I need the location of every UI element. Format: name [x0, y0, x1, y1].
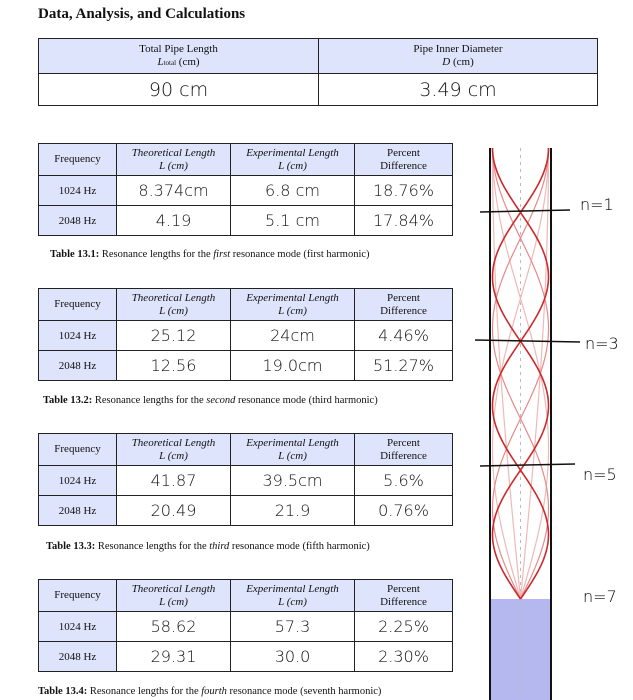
- total-length-header: Total Pipe Length Ltotal (cm): [39, 39, 319, 74]
- water-column: [490, 599, 551, 700]
- frequency-cell: 2048 Hz: [39, 206, 117, 236]
- inner-diameter-header: Pipe Inner Diameter D (cm): [319, 39, 598, 74]
- percent-cell: 18.76%: [355, 176, 453, 206]
- standing-wave-n1-lower: [493, 148, 521, 599]
- percent-header: Percent Difference: [355, 434, 453, 466]
- experimental-cell: 21.9: [231, 496, 355, 526]
- node-marker-n5: [480, 464, 575, 466]
- table-row: [39, 466, 453, 496]
- frequency-cell: 2048 Hz: [39, 351, 117, 381]
- experimental-cell: 24cm: [231, 321, 355, 351]
- inner-diameter-value: 3.49 cm: [319, 74, 598, 106]
- table-row: [39, 351, 453, 381]
- standing-wave-n1-upper: [521, 148, 549, 599]
- frequency-cell: 1024 Hz: [39, 612, 117, 642]
- percent-cell: 51.27%: [355, 351, 453, 381]
- experimental-header: Experimental Length L (cm): [231, 434, 355, 466]
- resonance-table-2: [38, 288, 453, 381]
- experimental-cell: 6.8 cm: [231, 176, 355, 206]
- experimental-cell: 39.5cm: [231, 466, 355, 496]
- percent-header: Percent Difference: [355, 144, 453, 176]
- theoretical-cell: 4.19: [117, 206, 231, 236]
- theoretical-header: Theoretical Length L (cm): [117, 434, 231, 466]
- theoretical-cell: 8.374cm: [117, 176, 231, 206]
- label-n3: n=3: [585, 334, 619, 353]
- resonance-table-4: [38, 579, 453, 672]
- table-row: [39, 642, 453, 672]
- table-caption: Table 13.2: Resonance lengths for the second resonance mode (third harmonic): [43, 395, 378, 406]
- experimental-cell: 5.1 cm: [231, 206, 355, 236]
- resonance-table-1: [38, 143, 453, 236]
- label-n5: n=5: [583, 465, 617, 484]
- table-row: [39, 321, 453, 351]
- experimental-header: Experimental Length L (cm): [231, 144, 355, 176]
- frequency-cell: 1024 Hz: [39, 176, 117, 206]
- experimental-cell: 57.3: [231, 612, 355, 642]
- label-n1: n=1: [580, 195, 614, 214]
- percent-cell: 2.30%: [355, 642, 453, 672]
- table-caption: Table 13.3: Resonance lengths for the third resonance mode (fifth harmonic): [46, 541, 370, 552]
- theoretical-cell: 58.62: [117, 612, 231, 642]
- table-row: [39, 176, 453, 206]
- frequency-header: Frequency: [39, 580, 117, 612]
- theoretical-cell: 41.87: [117, 466, 231, 496]
- frequency-header: Frequency: [39, 434, 117, 466]
- theoretical-header: Theoretical Length L (cm): [117, 580, 231, 612]
- pipe-summary-table: [38, 38, 598, 106]
- page-title: Data, Analysis, and Calculations: [38, 6, 246, 22]
- theoretical-cell: 29.31: [117, 642, 231, 672]
- theoretical-cell: 12.56: [117, 351, 231, 381]
- percent-cell: 4.46%: [355, 321, 453, 351]
- percent-cell: 2.25%: [355, 612, 453, 642]
- theoretical-cell: 25.12: [117, 321, 231, 351]
- label-n7: n=7: [583, 587, 617, 606]
- frequency-cell: 1024 Hz: [39, 466, 117, 496]
- frequency-header: Frequency: [39, 289, 117, 321]
- theoretical-header: Theoretical Length L (cm): [117, 289, 231, 321]
- table-caption: Table 13.4: Resonance lengths for the fourth resonance mode (seventh harmonic): [38, 686, 382, 697]
- resonance-pipe-diagram: [440, 140, 630, 700]
- table-row: [39, 612, 453, 642]
- experimental-cell: 19.0cm: [231, 351, 355, 381]
- table-row: [39, 206, 453, 236]
- theoretical-header: Theoretical Length L (cm): [117, 144, 231, 176]
- theoretical-cell: 20.49: [117, 496, 231, 526]
- frequency-cell: 2048 Hz: [39, 496, 117, 526]
- frequency-cell: 1024 Hz: [39, 321, 117, 351]
- percent-cell: 5.6%: [355, 466, 453, 496]
- experimental-header: Experimental Length L (cm): [231, 289, 355, 321]
- experimental-header: Experimental Length L (cm): [231, 580, 355, 612]
- frequency-header: Frequency: [39, 144, 117, 176]
- percent-cell: 0.76%: [355, 496, 453, 526]
- experimental-cell: 30.0: [231, 642, 355, 672]
- frequency-cell: 2048 Hz: [39, 642, 117, 672]
- total-length-value: 90 cm: [39, 74, 319, 106]
- table-row: [39, 496, 453, 526]
- percent-header: Percent Difference: [355, 289, 453, 321]
- resonance-table-3: [38, 433, 453, 526]
- percent-header: Percent Difference: [355, 580, 453, 612]
- table-caption: Table 13.1: Resonance lengths for the first resonance mode (first harmonic): [50, 249, 370, 260]
- percent-cell: 17.84%: [355, 206, 453, 236]
